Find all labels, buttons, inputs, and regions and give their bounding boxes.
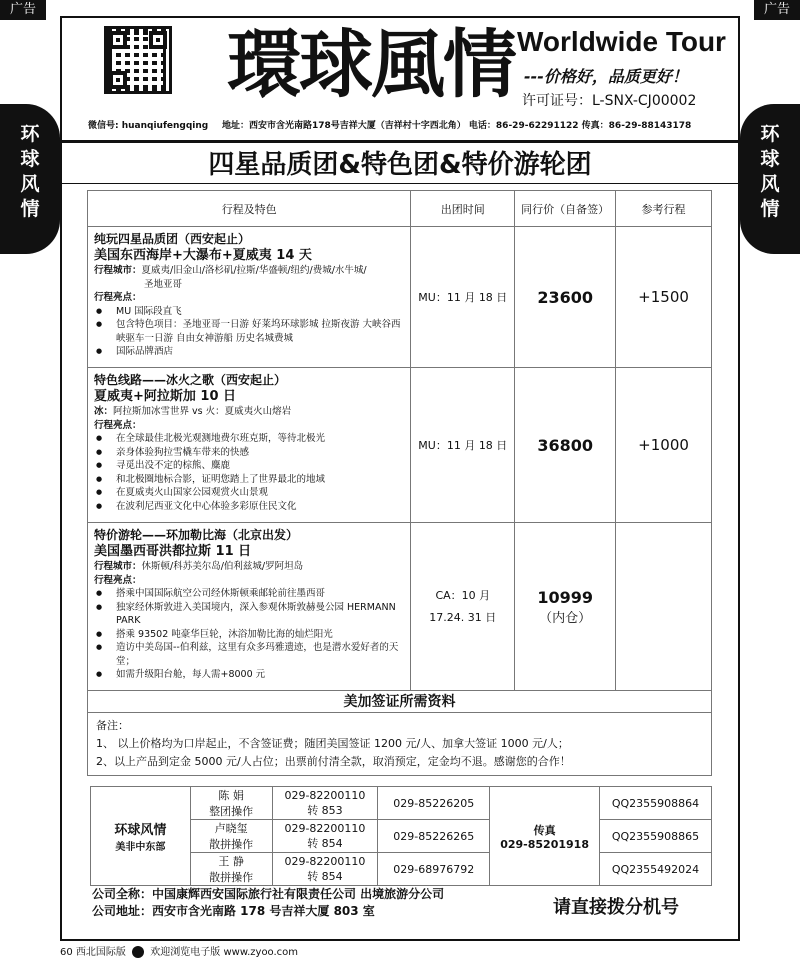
staff-name: 陈 娟 整团操作 bbox=[190, 787, 272, 820]
department: 环球风情 美非中东部 bbox=[91, 787, 191, 886]
ad-label-left: 广告 bbox=[0, 0, 46, 20]
header-address: 地址：西安市含光南路178号吉祥大厦（吉祥村十字西北角） 电话：86-29-62291122 传真：86-29-88143178 bbox=[222, 121, 692, 131]
wechat-id: 微信号: huanqiufengqing bbox=[88, 121, 209, 131]
brand-dot-icon bbox=[132, 946, 144, 958]
side-tab-right: 环 球 风 情 bbox=[740, 104, 800, 254]
footer bbox=[60, 943, 298, 958]
tour-table bbox=[87, 190, 712, 776]
contact-table bbox=[90, 786, 712, 886]
tour-row[interactable]: 特色线路——冰火之歌（西安起止） 夏威夷+阿拉斯加 10 日 冰：阿拉斯加冰雪世界 vs 火：夏威夷火山熔岩 行程亮点： ● 在全球最佳北极光观测地费尔班克斯，等待北极光 ● 亲身体验狗拉雪橇车带来的快感 ● 寻觅出没不定的棕熊、麋鹿 ● 和北极圈地标合影，证明您踏上了世界最北的地域 ● 在夏威夷火山国家公园观赏火山景观 ● 在波利尼西亚文化中心体验多彩原住民文化 MU：11 月 18 日 36800 +1000 bbox=[88, 368, 712, 523]
header-price: 同行价（自备签） bbox=[515, 191, 616, 227]
tour-date: MU：11 月 18 日 bbox=[411, 368, 515, 523]
web-link[interactable]: 欢迎浏览电子版 www.zyoo.com bbox=[150, 947, 299, 958]
english-title: Worldwide Tour bbox=[517, 26, 726, 57]
tour-date: CA：10 月 17.24. 31 日 bbox=[411, 523, 515, 691]
tour-price: 36800 bbox=[515, 368, 616, 523]
side-tab-left: 环 球 风 情 bbox=[0, 104, 60, 254]
slogan: ---价格好，品质更好！ bbox=[524, 67, 688, 86]
staff-direct[interactable]: 029-85226265 bbox=[378, 820, 490, 853]
tour-ref: +1500 bbox=[616, 227, 712, 368]
dial-extension-note: 请直接拨分机号 bbox=[553, 897, 679, 918]
fax: 传真 029-85201918 bbox=[490, 787, 600, 886]
brand-logo: 環球風情 bbox=[227, 22, 515, 108]
staff-qq[interactable]: QQ2355908865 bbox=[600, 820, 712, 853]
visa-docs-link[interactable]: 美加签证所需资料 bbox=[88, 691, 712, 713]
page-title: 四星品质团&特色团&特价游轮团 bbox=[62, 140, 738, 184]
tour-ref: +1000 bbox=[616, 368, 712, 523]
staff-direct[interactable]: 029-85226205 bbox=[378, 787, 490, 820]
tour-price: 10999 bbox=[537, 587, 593, 607]
header-ref: 参考行程 bbox=[616, 191, 712, 227]
staff-direct[interactable]: 029-68976792 bbox=[378, 853, 490, 886]
staff-qq[interactable]: QQ2355908864 bbox=[600, 787, 712, 820]
header bbox=[62, 18, 738, 136]
page-number: 60 bbox=[60, 947, 73, 958]
staff-name: 卢晓玺 散拼操作 bbox=[190, 820, 272, 853]
header-date: 出团时间 bbox=[411, 191, 515, 227]
staff-qq[interactable]: QQ2355492024 bbox=[600, 853, 712, 886]
notes: 备注： 1、 以上价格均为口岸起止，不含签证费；随团美国签证 1200 元/人、加拿大签证 1000 元/人； 2、以上产品到定金 5000 元/人占位；出票前付清全款，取消预定，定金均不退。感谢您的合作！ bbox=[88, 713, 712, 776]
staff-phone[interactable]: 029-82200110 转 854 bbox=[272, 853, 378, 886]
tour-row[interactable]: 特价游轮——环加勒比海（北京出发） 美国墨西哥洪都拉斯 11 日 行程城市：休斯顿/科苏美尔岛/伯利兹城/罗阿坦岛 行程亮点： ● 搭乘中国国际航空公司经休斯顿乘邮轮前往墨西哥 ● 独家经休斯敦进入美国境内，深入参观休斯敦赫曼公园 HERMANN PARK ● 搭乘 93502 吨豪华巨轮，沐浴加勒比海的灿烂阳光 ● 造访中美岛国--伯利兹，这里有众多玛雅遗迹，也是潜水爱好者的天堂； ● 如需升级阳台舱，每人需+8000 元 CA：10 月 17.24. 31 日 10999 （内仓） bbox=[88, 523, 712, 691]
tour-date: MU：11 月 18 日 bbox=[411, 227, 515, 368]
qr-code-icon[interactable] bbox=[104, 26, 172, 94]
license-number: 许可证号：L-SNX-CJ00002 bbox=[522, 93, 697, 109]
tour-price-cell bbox=[515, 523, 616, 691]
staff-phone[interactable]: 029-82200110 转 854 bbox=[272, 820, 378, 853]
tour-ref bbox=[616, 523, 712, 691]
staff-phone[interactable]: 029-82200110 转 853 bbox=[272, 787, 378, 820]
tour-price: 23600 bbox=[515, 227, 616, 368]
tour-price-note: （内仓） bbox=[539, 610, 592, 626]
staff-name: 王 静 散拼操作 bbox=[190, 853, 272, 886]
ad-label-right: 广告 bbox=[754, 0, 800, 20]
header-itinerary: 行程及特色 bbox=[88, 191, 411, 227]
company-info: 公司全称：中国康辉西安国际旅行社有限责任公司 出境旅游分公司 公司地址：西安市含光南路 178 号吉祥大厦 803 室 bbox=[92, 887, 445, 918]
edition: 西北国际版 bbox=[75, 947, 126, 958]
tour-row[interactable]: 纯玩四星品质团（西安起止） 美国东西海岸+大瀑布+夏威夷 14 天 行程城市：夏威夷/旧金山/洛杉矶/拉斯/华盛顿/纽约/费城/水牛城/ 圣地亚哥 行程亮点： ● MU 国际段直飞 ● 包含特色项目：圣地亚哥一日游 好莱坞环球影城 拉斯夜游 大峡谷西峡驱车一日游 自由女神游船 历史名城费城 ● 国际品牌酒店 MU：11 月 18 日 23600 +1500 bbox=[88, 227, 712, 368]
